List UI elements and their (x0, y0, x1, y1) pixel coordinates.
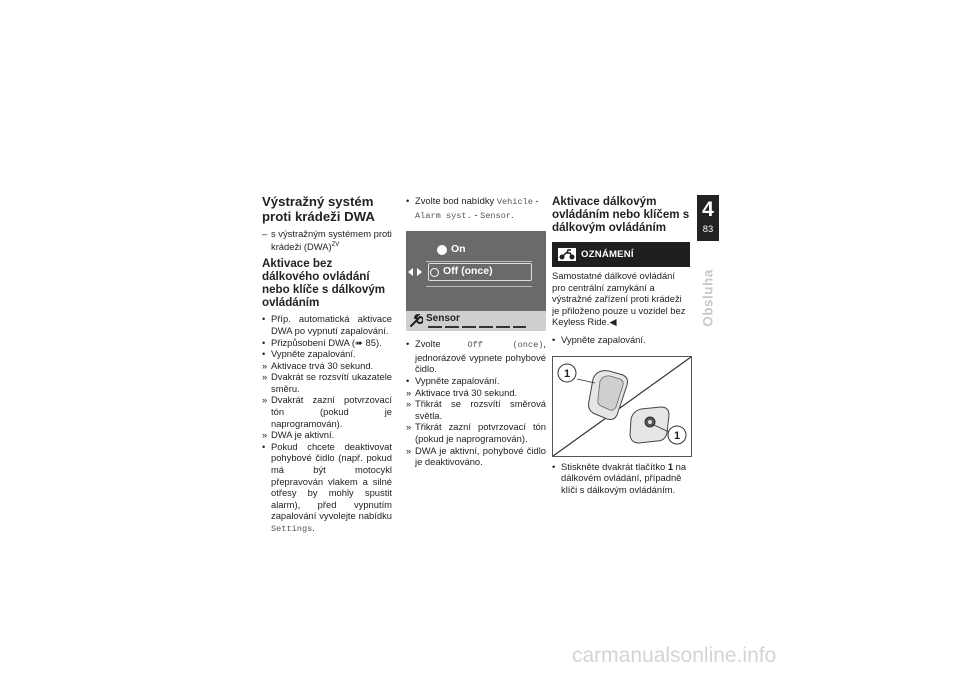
marker: » (406, 398, 412, 410)
marker: • (552, 460, 556, 472)
column-middle (406, 195, 546, 468)
menu-separator: - (535, 195, 539, 206)
list-item (406, 421, 546, 444)
item-text: , jednorázově vypnete pohybové čidlo. (415, 338, 547, 375)
list-item (406, 375, 546, 387)
marker: » (262, 429, 268, 441)
menu-step-list (406, 195, 546, 222)
callout-top: 1 (563, 367, 571, 380)
item-text: Aktivace trvá 30 sekund. (415, 386, 518, 398)
item-text: Vypněte zapalování. (415, 374, 500, 386)
marker: • (262, 336, 266, 348)
item-text: Aktivace trvá 30 sekund. (271, 359, 374, 371)
item-text: Zvolte bod nabídky (415, 195, 495, 206)
notice-box (552, 242, 690, 267)
list-item (262, 429, 392, 441)
item-text: Třikrát se rozsvítí směrová světla. (415, 398, 546, 421)
notice-text: Samostatné dálkové ovládání pro centrální zamykání a výstražné zařízení proti krádeži je přiloženo pouze u vozidel bez Keyless Ride.◀ (552, 270, 686, 328)
item-text: Třikrát zazní potvrzovací tón (pokud je naprogramován). (415, 421, 546, 444)
list-item (262, 360, 392, 372)
display-separator (426, 286, 532, 287)
marker: • (406, 195, 410, 206)
column-left (262, 195, 392, 536)
list-item (262, 313, 392, 336)
dash-marker: – (262, 228, 268, 239)
list-item (262, 337, 392, 349)
marker: • (552, 333, 556, 345)
marker: » (406, 421, 412, 433)
display-on-label: On (451, 243, 466, 256)
marker: » (406, 444, 412, 456)
menu-off-once: Off (once) (467, 340, 544, 351)
press-step-list (552, 461, 690, 496)
marker: » (262, 359, 268, 371)
item-text: na dálkovém ovládání, případně klíči s dálkovým ovládáním. (561, 460, 687, 495)
list-item (406, 387, 546, 399)
notice-motorcycle-icon (558, 248, 576, 261)
marker: • (262, 313, 266, 325)
key-fob-figure (552, 356, 692, 457)
chapter-tab (697, 195, 719, 241)
steps-list (262, 313, 392, 535)
list-item (406, 398, 546, 421)
chapter-number: 4 (702, 198, 714, 221)
menu-vehicle: Vehicle (496, 197, 533, 207)
list-item (262, 371, 392, 394)
marker: » (406, 386, 412, 398)
result-list (406, 338, 546, 468)
equipment-superscript: ZV (331, 241, 340, 248)
item-text: Příp. automatická aktivace DWA po vypnutí zapalování. (271, 313, 392, 336)
item-text: Zvolte (415, 338, 441, 350)
item-text: DWA je aktivní, pohybové čidlo je deaktivováno. (415, 444, 546, 468)
marker: » (262, 394, 268, 406)
watermark: carmanualsonline.info (572, 644, 777, 667)
marker: • (406, 374, 410, 386)
list-item (262, 441, 392, 536)
display-page-dots (428, 326, 526, 328)
item-text: Dvakrát zazní potvrzovací tón (pokud je naprogramován). (271, 394, 392, 429)
remote-control-shape (630, 407, 669, 443)
button-reference: 1 (667, 460, 674, 472)
period: . (511, 208, 514, 220)
notice-label: OZNÁMENÍ (581, 249, 634, 260)
item-text: DWA je aktivní. (271, 429, 335, 441)
list-item (406, 445, 546, 468)
list-item (262, 228, 392, 252)
item-text: Vypněte zapalování. (271, 348, 356, 360)
period: . (312, 522, 315, 533)
marker: • (406, 338, 410, 350)
display-off-once-label: Off (once) (443, 265, 493, 278)
menu-separator: - (474, 208, 478, 220)
intro-list (262, 228, 392, 252)
page-number: 83 (702, 223, 714, 234)
step-list (552, 334, 690, 346)
item-text: Přizpůsobení DWA (➠ 85). (271, 336, 382, 348)
keyless-key-shape (589, 370, 628, 419)
list-item (262, 394, 392, 429)
key-fob-illustration (553, 357, 691, 456)
arrow-left-icon (408, 268, 413, 276)
item-text: Pokud chcete deaktivovat pohybové čidlo (např. pokud má být motocykl přepravován vlakem a silné otřesy by mohly spustit alarm), před vypnutím zapalování vyvolejte nabídku (271, 440, 392, 522)
menu-settings: Settings (271, 524, 313, 534)
list-item (552, 334, 690, 346)
list-item (552, 461, 690, 496)
list-item (262, 348, 392, 360)
intro-text: s výstražným systémem proti krádeži (DWA) (271, 228, 392, 252)
display-separator (426, 261, 532, 262)
arrow-right-icon (417, 268, 422, 276)
display-sensor-label: Sensor (426, 313, 460, 325)
item-text: Dvakrát se rozsvítí ukazatele směru. (271, 371, 392, 394)
marker: • (262, 440, 266, 452)
menu-sensor: Sensor (480, 210, 512, 221)
callout-bottom: 1 (673, 429, 681, 442)
column-right (552, 195, 690, 495)
list-item (406, 338, 546, 375)
item-text: Vypněte zapalování. (561, 333, 646, 345)
radio-filled-icon (438, 246, 446, 254)
display-sensor-bar (406, 311, 546, 331)
marker: • (262, 348, 266, 360)
section-title: Aktivace bez dálkového ovládání nebo klíče s dálkovým ovládáním (262, 257, 386, 310)
list-item (406, 195, 546, 222)
marker: » (262, 371, 268, 383)
display-screenshot (406, 231, 546, 331)
item-text: Stiskněte dvakrát tlačítko (561, 460, 666, 472)
page-title: Výstražný systém proti krádeži DWA (262, 194, 375, 224)
wrench-icon (409, 314, 423, 328)
chapter-side-label: Obsluha (700, 269, 716, 327)
menu-alarm: Alarm syst. (415, 210, 472, 221)
section-title: Aktivace dálkovým ovládáním nebo klíčem s dálkovým ovládáním (552, 195, 690, 234)
